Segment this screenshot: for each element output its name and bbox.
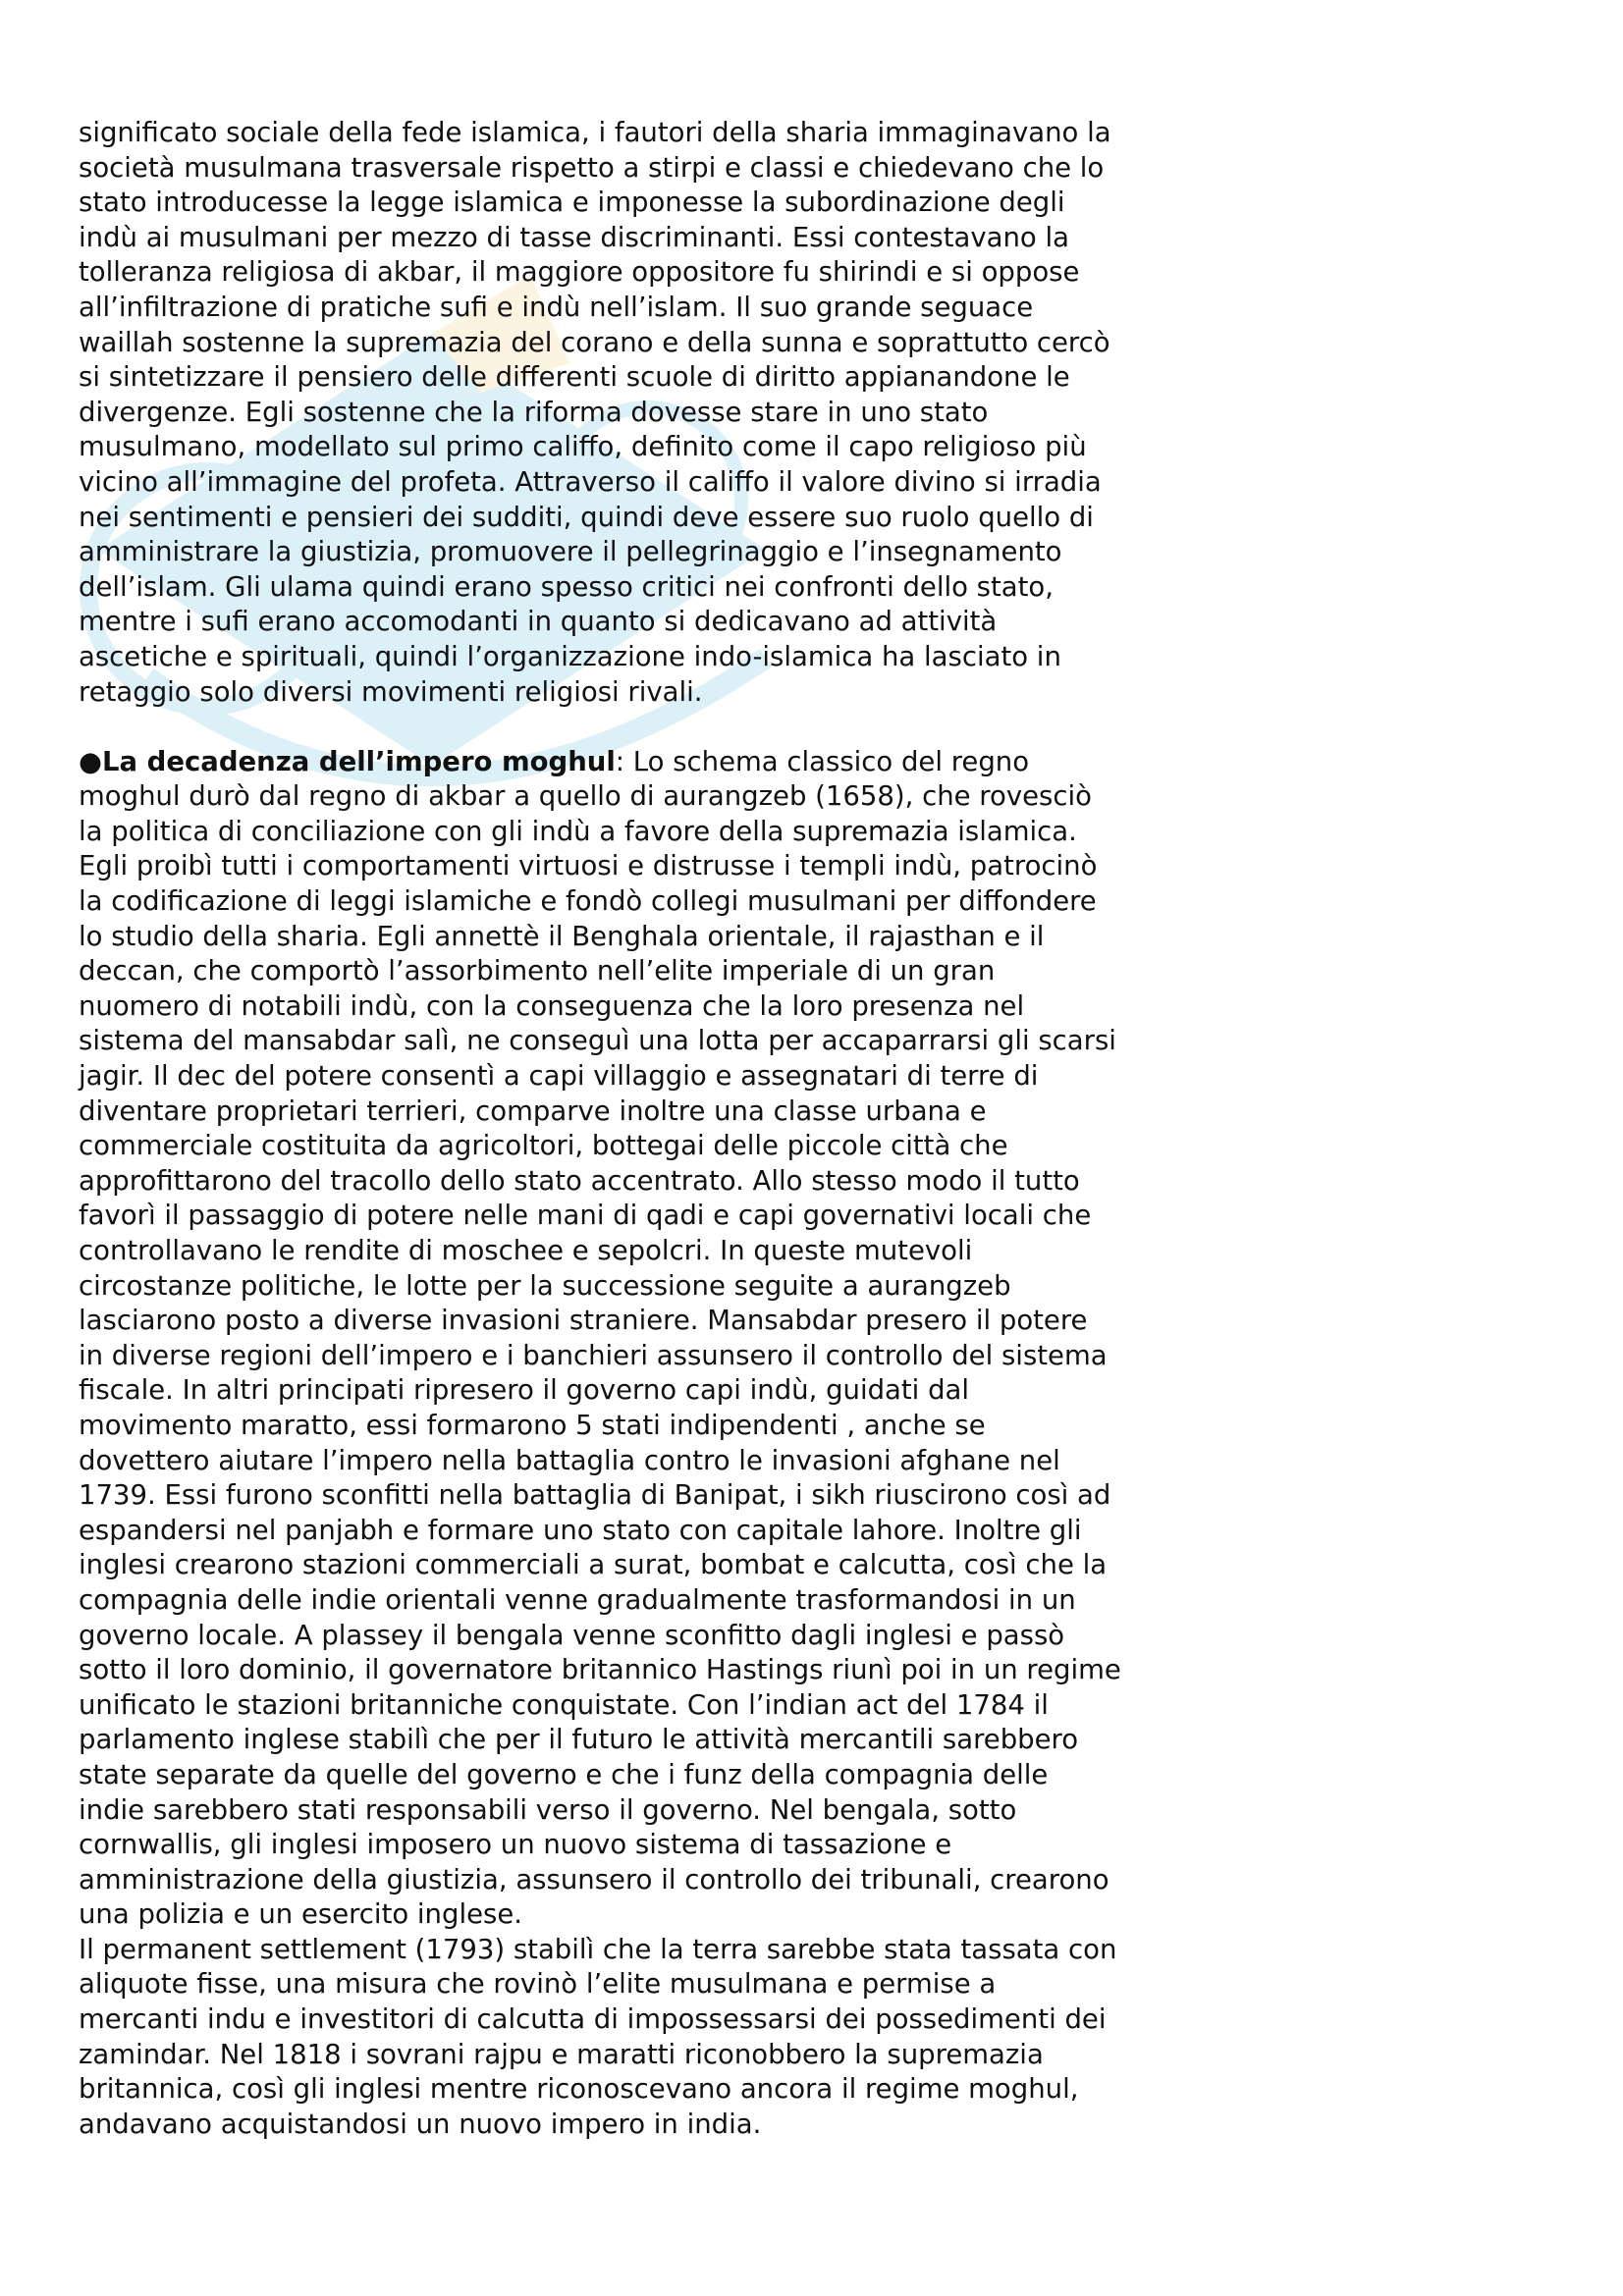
document-page	[79, 116, 1257, 2142]
paragraph-one: significato sociale della fede islamica, i fautori della sharia immaginavano la società musulmana trasversale rispetto a stirpi e classi e chiedevano che lo stato introducesse la legge islamica e imponesse la subordinazione degli indù ai musulmani per mezzo di tasse discriminanti. Essi contestavano la tolleranza religiosa di akbar, il maggiore oppositore fu shirindi e si oppose all’infiltrazione di pratiche sufi e indù nell’islam. Il suo grande seguace waillah sostenne la supremazia del corano e della sunna e soprattutto cercò si sintetizzare il pensiero delle differenti scuole di diritto appianandone le divergenze. Egli sostenne che la riforma dovesse stare in uno stato musulmano, modellato sul primo califfo, definito come il capo religioso più vicino all’immagine del profeta. Attraverso il califfo il valore divino si irradia nei sentimenti e pensieri dei sudditi, quindi deve essere suo ruolo quello di amministrare la giustizia, promuovere il pellegrinaggio e l’insegnamento dell’islam. Gli ulama quindi erano spesso critici nei confronti dello stato, mentre i sufi erano accomodanti in quanto si dedicavano ad attività ascetiche e spirituali, quindi l’organizzazione indo-islamica ha lasciato in retaggio solo diversi movimenti religiosi rivali.	[79, 117, 1111, 708]
bullet-icon: ●	[79, 745, 102, 777]
section-title: La decadenza dell’impero moghul	[102, 745, 616, 777]
section-paragraph	[79, 745, 1257, 1933]
paragraph-three: Il permanent settlement (1793) stabilì che la terra sarebbe stata tassata con aliquote fisse, una misura che rovinò l’elite musulmana e permise a mercanti indu e investitori di calcutta di impossessarsi dei possedimenti dei zamindar. Nel 1818 i sovrani rajpu e maratti riconobbero la supremazia britannica, così gli inglesi mentre riconoscevano ancora il regime moghul, andavano acquistandosi un nuovo impero in india.	[79, 1933, 1117, 2140]
section-body: : Lo schema classico del regno moghul durò dal regno di akbar a quello di aurangzeb (1658), che rovesciò la politica di conciliazione con gli indù a favore della supremazia islamica. Egli proibì tutti i comportamenti virtuosi e distrusse i templi indù, patrocinò la codificazione di leggi islamiche e fondò collegi musulmani per diffondere lo studio della sharia. Egli annettè il Benghala orientale, il rajasthan e il deccan, che comportò l’assorbimento nell’elite imperiale di un gran nuomero di notabili indù, con la conseguenza che la loro presenza nel sistema del mansabdar salì, ne conseguì una lotta per accaparrarsi gli scarsi jagir. Il dec del potere consentì a capi villaggio e assegnatari di terre di diventare proprietari terrieri, comparve inoltre una classe urbana e commerciale costituita da agricoltori, bottegai delle piccole città che approfittarono del tracollo dello stato accentrato. Allo stesso modo il tutto favorì il passaggio di potere nelle mani di qadi e capi governativi locali che controllavano le rendite di moschee e sepolcri. In queste mutevoli circostanze politiche, le lotte per la successione seguite a aurangzeb lasciarono posto a diverse invasioni straniere. Mansabdar presero il potere in diverse regioni dell’impero e i banchieri assunsero il controllo del sistema fiscale. In altri principati ripresero il governo capi indù, guidati dal movimento maratto, essi formarono 5 stati indipendenti , anche se dovettero aiutare l’impero nella battaglia contro le invasioni afghane nel 1739. Essi furono sconfitti nella battaglia di Banipat, i sikh riuscirono così ad espandersi nel panjabh e formare uno stato con capitale lahore. Inoltre gli inglesi crearono stazioni commerciali a surat, bombat e calcutta, così che la compagnia delle indie orientali venne gradualmente trasformandosi in un governo locale. A plassey il bengala venne sconfitto dagli inglesi e passò sotto il loro dominio, il governatore britannico Hastings riunì poi in un regime unificato le stazioni britanniche conquistate. Con l’indian act del 1784 il parlamento inglese stabilì che per il futuro le attività mercantili sarebbero state separate da quelle del governo e che i funz della compagnia delle indie sarebbero stati responsabili verso il governo. Nel bengala, sotto cornwallis, gli inglesi imposero un nuovo sistema di tassazione e amministrazione della giustizia, assunsero il controllo dei tribunali, crearono una polizia e un esercito inglese.	[79, 745, 1121, 1931]
paragraph-gap	[79, 710, 1257, 745]
